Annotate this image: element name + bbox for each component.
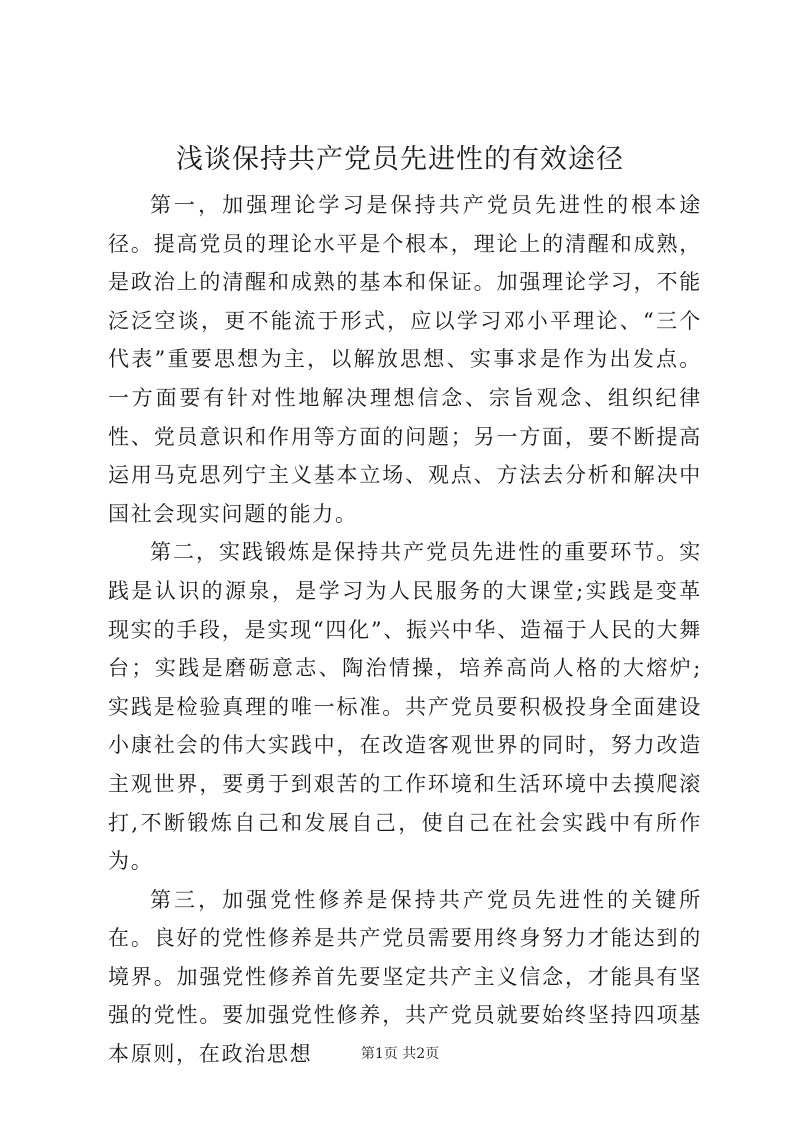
document-body [108, 186, 702, 1074]
document-title: 浅谈保持共产党员先进性的有效途径 [176, 144, 624, 175]
paragraph-1: 第一，加强理论学习是保持共产党员先进性的根本途径。提高党员的理论水平是个根本，理论上的清醒和成熟，是政治上的清醒和成熟的基本和保证。加强理论学习，不能泛泛空谈，更不能流于形式，应以学习邓小平理论、“三个代表”重要思想为主，以解放思想、实事求是作为出发点。一方面要有针对性地解决理想信念、宗旨观念、组织纪律性、党员意识和作用等方面的问题；另一方面，要不断提高运用马克思列宁主义基本立场、观点、方法去分析和解决中国社会现实问题的能力。 [108, 193, 702, 526]
page-footer: 第1页 共2页 [360, 1046, 440, 1062]
paragraph-2: 第二，实践锻炼是保持共产党员先进性的重要环节。实践是认识的源泉，是学习为人民服务的大课堂;实践是变革现实的手段，是实现“四化”、振兴中华、造福于人民的大舞台；实践是磨砺意志、陶治情操，培养高尚人格的大熔炉;实践是检验真理的唯一标准。共产党员要积极投身全面建设小康社会的伟大实践中，在改造客观世界的同时，努力改造主观世界，要勇于到艰苦的工作环境和生活环境中去摸爬滚打,不断锻炼自己和发展自己，使自己在社会实践中有所作为。 [108, 540, 702, 874]
paragraph-3: 第三，加强党性修养是保持共产党员先进性的关键所在。良好的党性修养是共产党员需要用终身努力才能达到的境界。加强党性修养首先要坚定共产主义信念，才能具有坚强的党性。要加强党性修养，共产党员就要始终坚持四项基本原则，在政治思想 [108, 887, 702, 1067]
